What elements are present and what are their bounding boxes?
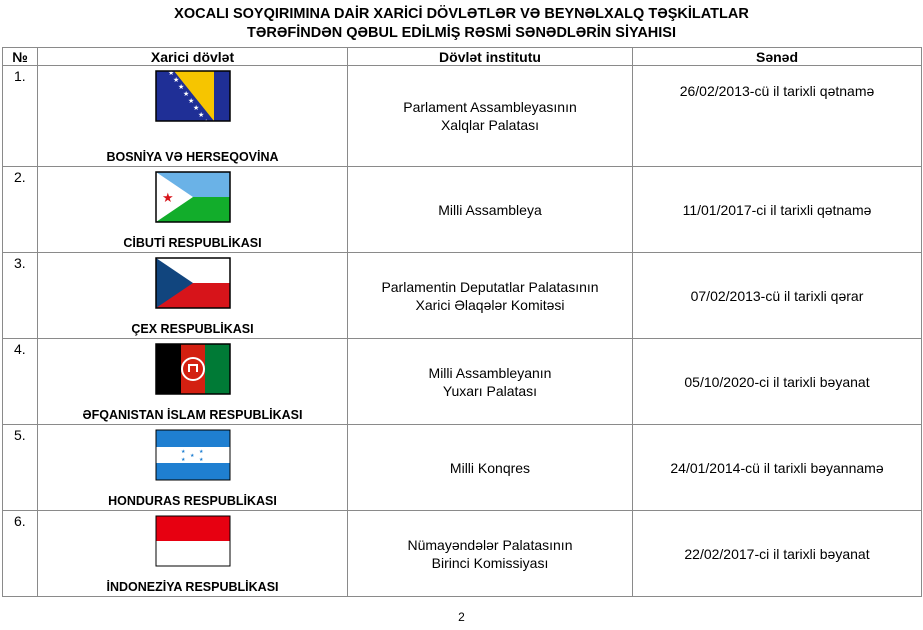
djibouti-flag-icon [156,172,230,222]
svg-text:★: ★ [172,76,179,84]
institution-cell [348,253,633,339]
row-number: 1. [3,66,38,167]
title-line-1: XOCALI SOYQIRIMINA DAİR XARİCİ DÖVLƏTLƏR VƏ BEYNƏLXALQ TƏŞKİLATLAR [174,6,749,22]
country-name: CİBUTİ RESPUBLİKASI [123,236,262,250]
svg-text:★: ★ [198,457,203,463]
institution-line-1: Nümayəndələr Palatasının [407,536,573,553]
institution-line-1: Parlament Assambleyasının [403,99,577,115]
country-name: ƏFQANISTAN İSLAM RESPUBLİKASI [82,408,303,422]
country-name: HONDURAS RESPUBLİKASI [108,494,277,508]
country-cell [38,167,348,253]
country-cell [38,511,348,597]
resolutions-table [2,47,922,597]
honduras-flag-icon [156,430,230,480]
svg-text:★: ★ [182,90,189,98]
header-country: Xarici dövlət [38,48,348,66]
document-cell: 07/02/2013-cü il tarixli qərar [633,253,922,339]
institution-cell [348,167,633,253]
table-row [3,425,922,511]
country-cell [38,66,348,167]
bosnia-flag-icon [156,69,230,126]
country-cell [38,339,348,425]
svg-text:★: ★ [180,449,185,455]
svg-text:★: ★ [177,83,184,91]
institution-line-2: Birinci Komissiyası [431,554,549,571]
country-name: İNDONEZİYA RESPUBLİKASI [106,580,279,594]
svg-text:★: ★ [167,69,174,77]
institution-line-1: Milli Assambleya [438,201,542,218]
czech-flag-icon [156,258,230,308]
svg-text:★: ★ [180,457,185,463]
document-cell: 24/01/2014-cü il tarixli bəyannamə [633,425,922,511]
country-cell [38,253,348,339]
indonesia-flag-icon [156,516,230,566]
table-row [3,66,922,167]
table-row [3,167,922,253]
svg-text:★: ★ [187,97,194,105]
table-row [3,339,922,425]
institution-cell [348,66,633,167]
institution-line-2: Xalqlar Palatası [440,117,540,133]
page-number: 2 [458,610,465,624]
header-document: Sənəd [633,48,922,66]
institution-line-2: Yuxarı Palatası [442,382,538,399]
row-number: 3. [3,253,38,339]
svg-text:★: ★ [197,111,204,119]
document-cell: 11/01/2017-ci il tarixli qətnamə [633,167,922,253]
institution-line-1: Milli Konqres [449,459,531,476]
country-name: ÇEX RESPUBLİKASI [131,322,254,336]
document-cell: 05/10/2020-ci il tarixli bəyanat [633,339,922,425]
institution-line-1: Parlamentin Deputatlar Palatasının [381,278,599,295]
header-institution: Dövlət institutu [348,48,633,66]
svg-text:★: ★ [202,118,209,126]
institution-cell [348,511,633,597]
institution-line-2: Xarici Əlaqələr Komitəsi [415,296,565,313]
table-row [3,253,922,339]
document-cell: 26/02/2013-cü il tarixli qətnamə [633,66,922,167]
header-number: № [3,48,38,66]
afghanistan-flag-icon [156,344,230,394]
table-header-row [3,48,922,66]
country-name: BOSNİYA VƏ HERSEQOVİNA [106,150,279,164]
svg-text:★: ★ [192,104,199,112]
document-title [0,5,923,43]
row-number: 4. [3,339,38,425]
institution-line-1: Milli Assambleyanın [428,364,552,381]
svg-text:★: ★ [198,449,203,455]
document-cell: 22/02/2017-ci il tarixli bəyanat [633,511,922,597]
svg-text:★: ★ [189,453,194,459]
svg-text:★: ★ [161,191,174,206]
institution-cell [348,339,633,425]
country-cell [38,425,348,511]
row-number: 6. [3,511,38,597]
title-line-2: TƏRƏFİNDƏN QƏBUL EDİLMİŞ RƏSMİ SƏNƏDLƏRİN SİYAHISI [246,25,677,41]
row-number: 2. [3,167,38,253]
table-row [3,511,922,597]
row-number: 5. [3,425,38,511]
institution-cell [348,425,633,511]
